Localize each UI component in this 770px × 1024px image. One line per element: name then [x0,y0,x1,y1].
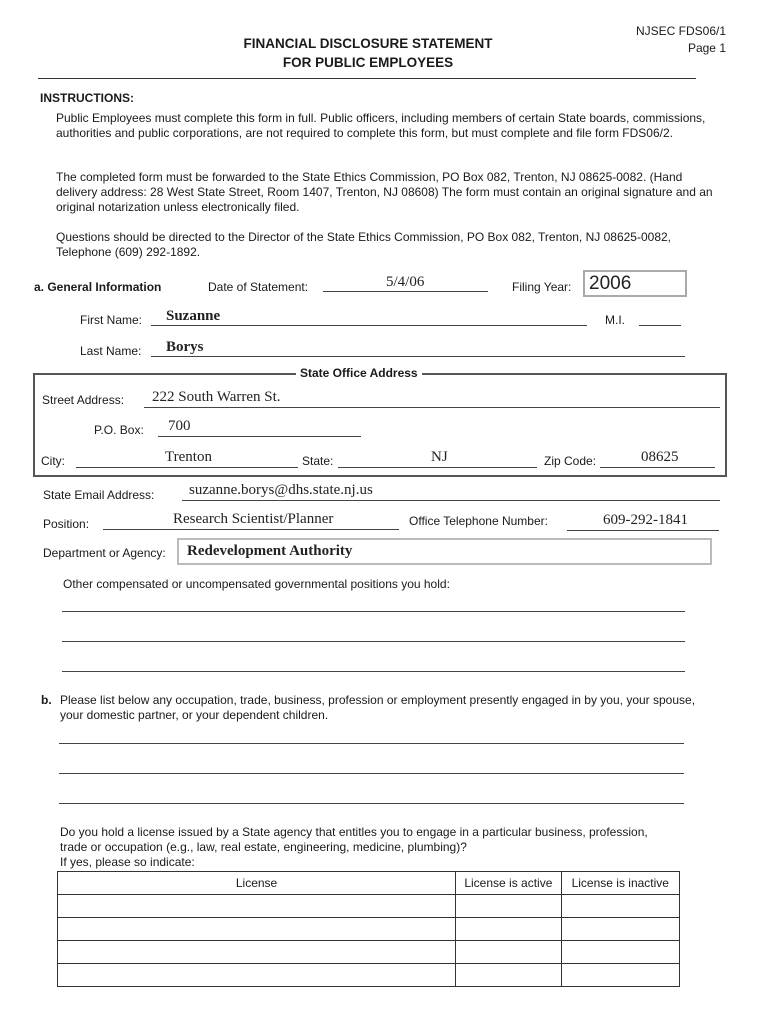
table-row [58,895,680,918]
position-field[interactable]: Research Scientist/Planner [173,511,334,527]
col-license-header: License [58,872,456,895]
zip-line [600,467,715,468]
mi-label: M.I. [605,313,625,327]
city-line [76,467,298,468]
active-cell[interactable] [456,918,561,941]
license-cell[interactable] [58,941,456,964]
col-inactive-header: License is inactive [561,872,679,895]
dept-label: Department or Agency: [43,546,166,560]
table-row [58,964,680,987]
city-label: City: [41,454,65,468]
filing-year-label: Filing Year: [512,280,572,294]
filing-year-field[interactable] [583,270,687,297]
inactive-cell[interactable] [561,964,679,987]
city-field[interactable]: Trenton [165,449,212,465]
first-name-field[interactable]: Suzanne [166,308,221,324]
license-cell[interactable] [58,918,456,941]
state-line [338,467,537,468]
instructions-paragraph-1: Public Employees must complete this form in full. Public officers, including members of certain State boards, commissions, authorities and public corporations, are not required to complete this form, but must complete and file form FDS06/2. [56,111,706,140]
section-b-letter: b. [41,693,52,707]
section-b-text: Please list below any occupation, trade, business, profession or employment presently engaged in by you, your spouse, your domestic partner, or your dependent children. [60,693,696,722]
last-name-label: Last Name: [80,344,142,358]
occupation-line-1[interactable] [59,743,684,744]
dept-field[interactable] [177,538,712,565]
pobox-line [158,436,361,437]
last-name-field[interactable]: Borys [166,339,204,355]
position-line [103,529,399,530]
instructions-paragraph-2: The completed form must be forwarded to the State Ethics Commission, PO Box 082, Trenton, NJ 08625-0082. (Hand delivery address: 28 West State Street, Room 1407, Trenton, NJ 08608) The form must contain an original signature and an original notarization unless electronically filed. [56,170,713,214]
instructions-heading: INSTRUCTIONS: [40,91,134,105]
table-row [58,941,680,964]
other-positions-line-1[interactable] [62,611,685,612]
other-positions-line-3[interactable] [62,671,685,672]
date-field-line [323,291,488,292]
state-field[interactable]: NJ [431,449,448,465]
license-question-line2: trade or occupation (e.g., law, real estate, engineering, medicine, plumbing)? [60,840,467,854]
header-divider [38,78,696,79]
office-address-heading: State Office Address [296,366,422,381]
street-label: Street Address: [42,393,125,407]
page-number: Page 1 [687,41,726,55]
street-line [144,407,720,408]
license-table-header [58,872,680,895]
first-name-label: First Name: [80,313,143,327]
form-id: NJSEC FDS06/1 [635,24,726,38]
dept-value: Redevelopment Authority [187,543,353,559]
state-label: State: [302,454,334,468]
active-cell[interactable] [456,895,561,918]
inactive-cell[interactable] [561,941,679,964]
license-cell[interactable] [58,964,456,987]
license-question-line3: If yes, please so indicate: [60,855,195,869]
pobox-label: P.O. Box: [94,423,144,437]
email-label: State Email Address: [43,488,155,502]
date-label: Date of Statement: [208,280,309,294]
zip-label: Zip Code: [544,454,597,468]
occupation-line-2[interactable] [59,773,684,774]
filing-year-value: 2006 [589,273,632,294]
form-title-line1: FINANCIAL DISCLOSURE STATEMENT [243,36,493,51]
table-row [58,918,680,941]
email-field[interactable]: suzanne.borys@dhs.state.nj.us [189,482,373,498]
license-cell[interactable] [58,895,456,918]
phone-label: Office Telephone Number: [409,514,548,528]
inactive-cell[interactable] [561,918,679,941]
pobox-field[interactable]: 700 [168,418,191,434]
last-name-line [151,356,685,357]
first-name-line [151,325,587,326]
form-title-line2: FOR PUBLIC EMPLOYEES [282,55,454,70]
license-table [57,871,680,987]
position-label: Position: [43,517,90,531]
occupation-line-3[interactable] [59,803,684,804]
active-cell[interactable] [456,964,561,987]
phone-line [567,530,719,531]
section-a-label: a. General Information [34,280,162,294]
col-active-header: License is active [456,872,561,895]
phone-field[interactable]: 609-292-1841 [603,512,688,528]
other-positions-label: Other compensated or uncompensated governmental positions you hold: [63,577,450,591]
email-line [182,500,720,501]
mi-field-line [639,325,681,326]
street-field[interactable]: 222 South Warren St. [152,389,281,405]
inactive-cell[interactable] [561,895,679,918]
zip-field[interactable]: 08625 [641,449,679,465]
license-question-line1: Do you hold a license issued by a State agency that entitles you to engage in a particular business, profession, [60,825,648,839]
other-positions-line-2[interactable] [62,641,685,642]
active-cell[interactable] [456,941,561,964]
date-field[interactable]: 5/4/06 [386,274,425,290]
instructions-paragraph-3: Questions should be directed to the Director of the State Ethics Commission, PO Box 082, Trenton, NJ 08625-0082, Telephone (609) 292-1892. [56,230,671,259]
